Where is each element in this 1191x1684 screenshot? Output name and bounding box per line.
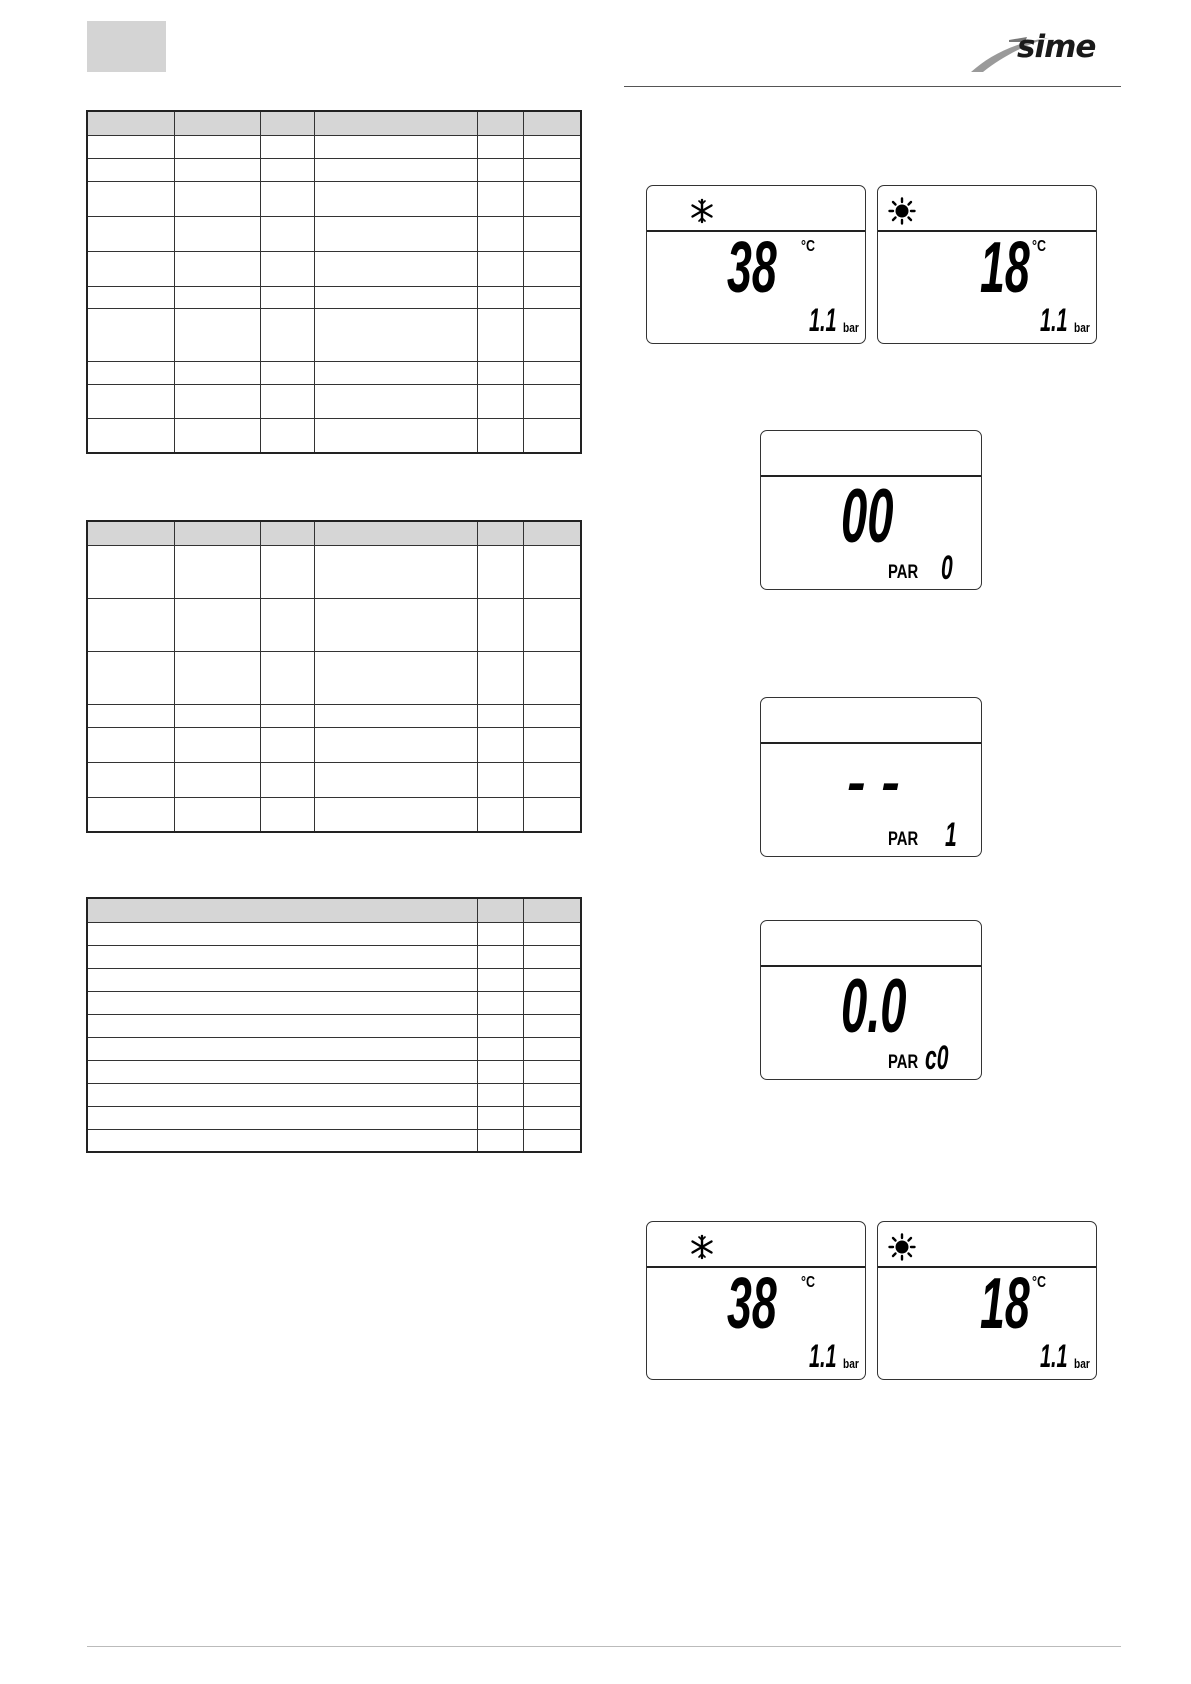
table-cell xyxy=(88,112,174,135)
table-row xyxy=(88,158,580,181)
pressure-unit: bar xyxy=(843,1356,859,1371)
table-row xyxy=(88,991,580,1014)
parameter-table-1 xyxy=(86,110,582,454)
table-row xyxy=(88,286,580,308)
temperature-unit: °C xyxy=(801,1274,816,1291)
parameter-value: - - xyxy=(847,750,900,813)
parameter-number: 1 xyxy=(945,816,957,854)
table-header-row xyxy=(88,899,580,922)
lcd-display-par-0 xyxy=(760,430,982,590)
table-row xyxy=(88,1060,580,1083)
table-row xyxy=(88,651,580,704)
table-row xyxy=(88,135,580,158)
table-row xyxy=(88,361,580,384)
table-cell xyxy=(523,112,580,135)
table-row xyxy=(88,181,580,216)
table-row xyxy=(88,727,580,762)
table-row xyxy=(88,216,580,251)
snowflake-icon xyxy=(689,198,715,224)
table-cell xyxy=(477,112,523,135)
table-row xyxy=(88,968,580,991)
parameter-value: 0.0 xyxy=(841,964,907,1049)
table-row xyxy=(88,1129,580,1151)
parameter-table-3 xyxy=(86,897,582,1153)
temperature-unit: °C xyxy=(801,238,816,255)
pressure-readout: 1.1 xyxy=(1040,302,1068,338)
temperature-unit: °C xyxy=(1032,1274,1047,1291)
temperature-readout: 38 xyxy=(727,1264,777,1344)
pressure-unit: bar xyxy=(843,320,859,335)
lcd-display-heating-bottom xyxy=(646,1221,866,1380)
pressure-readout: 1.1 xyxy=(1040,1338,1068,1374)
par-label: PAR xyxy=(888,829,919,850)
pressure-readout: 1.1 xyxy=(809,1338,837,1374)
par-label: PAR xyxy=(888,562,919,583)
temperature-readout: 18 xyxy=(980,1264,1030,1344)
lcd-display-par-c0 xyxy=(760,920,982,1080)
page-number-tab xyxy=(87,21,166,72)
parameter-number: 0 xyxy=(941,549,953,587)
pressure-unit: bar xyxy=(1074,320,1090,335)
table-row xyxy=(88,1014,580,1037)
footer-rule xyxy=(87,1646,1121,1647)
sun-icon xyxy=(888,1233,916,1261)
lcd-display-par-1 xyxy=(760,697,982,857)
table-row xyxy=(88,251,580,286)
table-cell xyxy=(174,112,260,135)
table-row xyxy=(88,384,580,418)
table-cell xyxy=(260,112,314,135)
table-row xyxy=(88,704,580,727)
table-row xyxy=(88,1083,580,1106)
header-rule xyxy=(624,86,1121,87)
sun-icon xyxy=(888,197,916,225)
temperature-unit: °C xyxy=(1032,238,1047,255)
snowflake-icon xyxy=(689,1234,715,1260)
table-row xyxy=(88,922,580,945)
lcd-display-heating xyxy=(646,185,866,344)
table-row xyxy=(88,945,580,968)
parameter-table-2 xyxy=(86,520,582,833)
table-header-row xyxy=(88,522,580,545)
table-cell xyxy=(314,112,477,135)
parameter-value: 00 xyxy=(841,474,894,559)
pressure-unit: bar xyxy=(1074,1356,1090,1371)
table-header-row xyxy=(88,112,580,135)
brand-logo: sime xyxy=(1017,29,1096,65)
table-row xyxy=(88,545,580,598)
lcd-display-dhw-bottom xyxy=(877,1221,1097,1380)
table-row xyxy=(88,1037,580,1060)
table-row xyxy=(88,308,580,361)
table-row xyxy=(88,418,580,452)
pressure-readout: 1.1 xyxy=(809,302,837,338)
temperature-readout: 18 xyxy=(980,228,1030,308)
table-row xyxy=(88,797,580,831)
table-row xyxy=(88,762,580,797)
parameter-number: c0 xyxy=(925,1039,949,1077)
lcd-display-dhw xyxy=(877,185,1097,344)
table-row xyxy=(88,1106,580,1129)
temperature-readout: 38 xyxy=(727,228,777,308)
par-label: PAR xyxy=(888,1052,919,1073)
table-row xyxy=(88,598,580,651)
